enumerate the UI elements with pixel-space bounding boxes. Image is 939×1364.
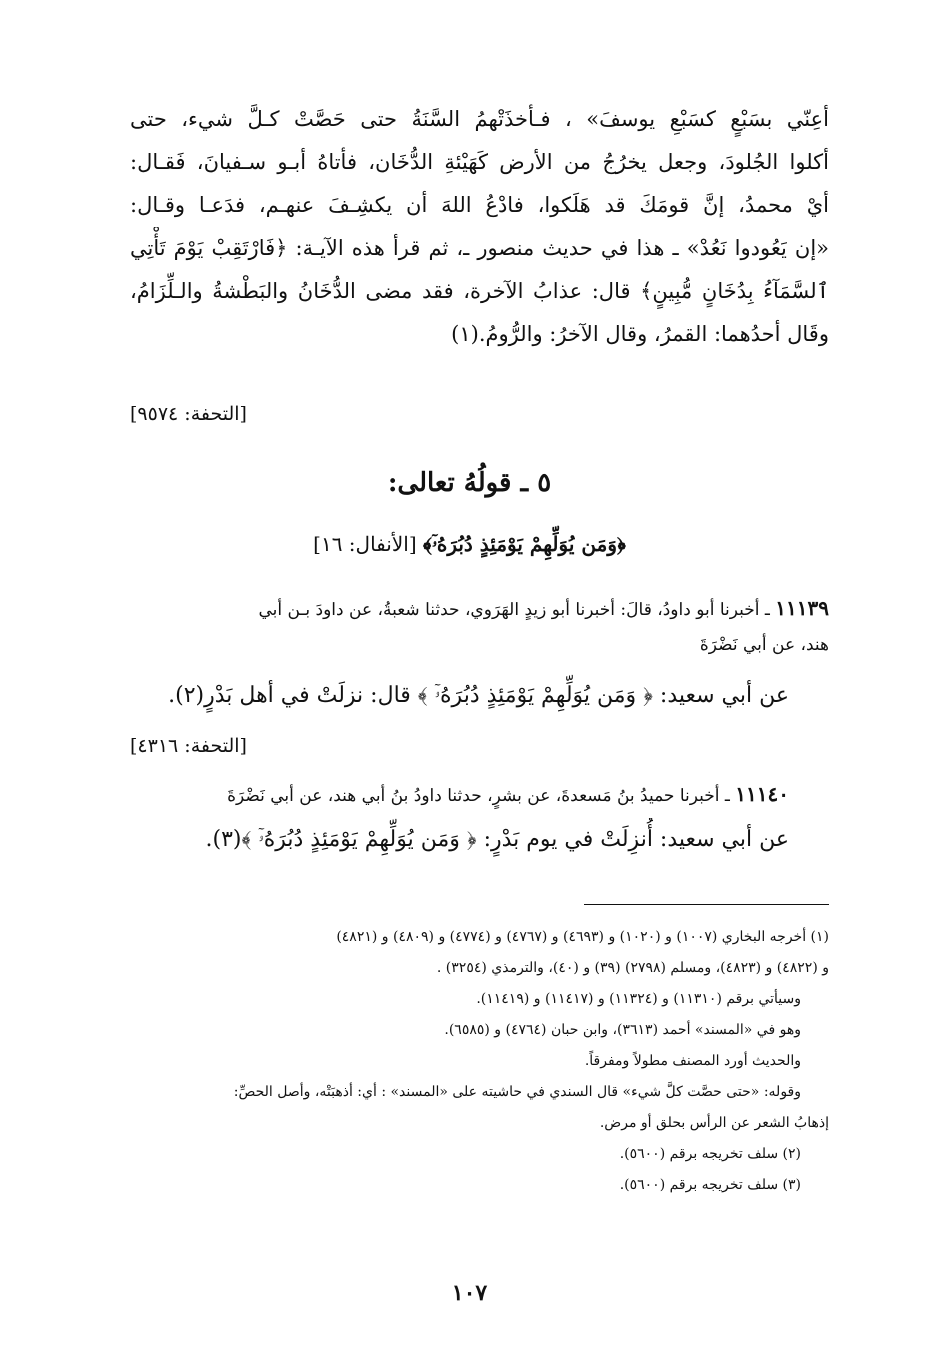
paragraph-line: أعِنّي بسَبْعٍ كسَبْعِ يوسفَ» ، فـأخذَتْهمُ السَّنَةُ حتى حَصَّتْ كـلَّ شيء، حتى	[130, 107, 829, 131]
matn-line: عن أبي سعيد: ﴿ وَمَن يُوَلِّهِمْ يَوْمَئِذٍ دُبُرَهُۥٓ ﴾ قال: نزلَتْ في أهل بَدْرٍ(٢).	[168, 683, 789, 708]
tuhfa-text: [التحفة: ٤٣١٦]	[130, 735, 247, 757]
paragraph-line: وقَال أحدُهما: القمرُ، وقال الآخرُ: والرُّومُ.(١)	[451, 322, 829, 346]
paragraph-line: ٱلسَّمَآءُ بِدُخَانٍ مُّبِينٍ﴾ قال: عذابُ الآخرة، فقد مضى الدُّخَانُ والبَطْشةُ والـلِّزَامُ،	[130, 279, 829, 303]
section-heading: ٥ ـ قولُهُ تعالى:	[387, 468, 552, 498]
isnad-text: ـ أخبرنا حميدُ بنُ مَسعدةَ، عن بشرٍ، حدثنا داودُ بنُ أبي هند، عن أبي نَضْرَةَ	[227, 786, 736, 806]
footnote-line: إذهابُ الشعر عن الرأس بحلق أو مرض.	[599, 1115, 829, 1131]
paragraph-line: أكلوا الجُلودَ، وجعل يخرُجُ من الأرض كَهَيْئةِ الدُّخَان، فأتاهُ أبـو سـفيانَ، فَقـال:	[130, 150, 829, 174]
tuhfa-reference	[130, 400, 829, 428]
paragraph-line: «إن يَعُودوا نَعُدْ» ـ هذا في حديث منصور ـ، ثم قرأ هذه الآيـة: ﴿فَارْتَقِبْ يَوْمَ تَأْتِي	[130, 236, 829, 260]
verse-heading	[0, 532, 939, 556]
paragraph-line: أيْ محمدُ، إنَّ قومَكَ قد هَلَكوا، فادْعُ اللهَ أن يكشِـفَ عنهـم، فدَعـا وقـال:	[130, 193, 829, 217]
footnote-line: وقوله: «حتى حصَّت كلَّ شيء» قال السندي في حاشيته على «المسند» : أي: أذهبَتْه، وأصل الحصِّ:	[233, 1084, 801, 1100]
verse-text: ﴿وَمَن يُوَلِّهِمْ يَوْمَئِذٍ دُبُرَهُۥٓ﴾	[422, 532, 626, 556]
hadith-11139-matn	[130, 674, 789, 718]
isnad-text: ـ أخبرنا أبو داودُ، قالَ: أخبرنا أبو زيدٍ الهَرَوي، حدثنا شعبةُ، عن داودَ بـن أبي	[258, 600, 776, 620]
footnote-line: (٢) سلف تخريجه برقم (٥٦٠٠).	[619, 1146, 801, 1162]
isnad-line: هند، عن أبي نَضْرَةَ	[699, 635, 829, 655]
footnote-separator	[584, 904, 829, 905]
footnote-line: وهو في «المسند» أحمد (٣٦١٣)، وابن حبان (٤٧٦٤) و (٦٥٨٥).	[444, 1022, 801, 1038]
matn-line: عن أبي سعيد: أُنزِلَتْ في يوم بَدْرٍ: ﴿ وَمَن يُوَلِّهِمْ يَوْمَئِذٍ دُبُرَهُۥٓ ﴾(٣).	[205, 827, 789, 852]
top-paragraph	[130, 98, 829, 356]
hadith-number: ١١١٣٩	[775, 596, 829, 620]
tuhfa-reference	[130, 732, 829, 760]
footnotes	[130, 922, 829, 1201]
hadith-number: ١١١٤٠	[735, 782, 789, 806]
isnad-line	[130, 590, 829, 627]
footnote-line: (١) أخرجه البخاري (١٠٠٧) و (١٠٢٠) و (٤٦٩٣) و (٤٧٦٧) و (٤٧٧٤) و (٤٨٠٩) و (٤٨٢١)	[336, 929, 829, 945]
footnote-line: و (٤٨٢٢) و (٤٨٢٣)، ومسلم (٢٧٩٨) (٣٩) و (٤٠)، والترمذي (٣٢٥٤) .	[436, 960, 829, 976]
footnote-line: والحديث أورد المصنف مطولاً ومفرقاً.	[584, 1053, 801, 1069]
page-number: ١٠٧	[451, 1280, 488, 1306]
verse-reference: [الأنفال: ١٦]	[313, 532, 417, 556]
hadith-11140-matn	[130, 818, 789, 862]
hadith-11140-isnad	[130, 776, 789, 813]
tuhfa-text: [التحفة: ٩٥٧٤]	[130, 403, 247, 425]
footnote-line: وسيأتي برقم (١١٣١٠) و (١١٣٢٤) و (١١٤١٧) و (١١٤١٩).	[476, 991, 801, 1007]
hadith-11139-isnad	[130, 590, 829, 664]
footnote-line: (٣) سلف تخريجه برقم (٥٦٠٠).	[619, 1177, 801, 1193]
isnad-line	[130, 776, 789, 813]
